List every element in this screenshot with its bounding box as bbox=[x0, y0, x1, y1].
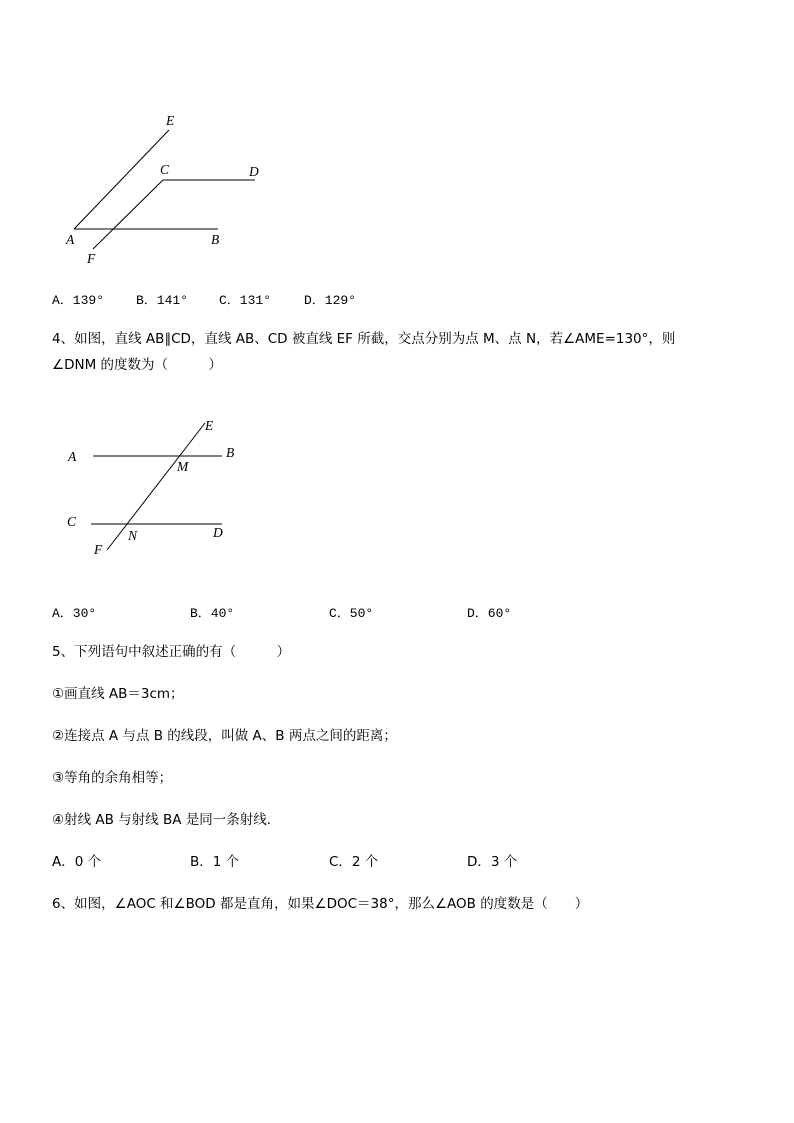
q3-option-c: C．131° bbox=[219, 293, 272, 308]
q4-option-b: B．40° bbox=[190, 606, 235, 621]
q3-option-b: B．141° bbox=[136, 293, 189, 308]
q5-option-c: C．2 个 bbox=[329, 854, 379, 870]
q6-stem: 6、如图，∠AOC 和∠BOD 都是直角，如果∠DOC＝38°，那么∠AOB 的度数是（ ） bbox=[52, 896, 589, 912]
q5-statement-2: ②连接点 A 与点 B 的线段，叫做 A、B 两点之间的距离； bbox=[52, 728, 397, 744]
label-e: E bbox=[166, 113, 175, 128]
label-b: B bbox=[211, 232, 220, 247]
label-c: C bbox=[160, 162, 170, 177]
q4-option-d: D．60° bbox=[467, 606, 512, 621]
label-f: F bbox=[87, 251, 96, 266]
q5-option-a: A．0 个 bbox=[52, 854, 102, 870]
label-d: D bbox=[249, 164, 259, 179]
label-c-2: C bbox=[67, 514, 77, 529]
q5-statement-1: ①画直线 AB＝3cm； bbox=[52, 686, 184, 702]
label-b-2: B bbox=[226, 445, 235, 460]
q3-option-a: A．139° bbox=[52, 293, 105, 308]
label-e-2: E bbox=[205, 418, 214, 433]
line-ef-2 bbox=[107, 423, 205, 550]
label-n-2: N bbox=[128, 528, 138, 543]
label-a-2: A bbox=[68, 449, 77, 464]
q4-option-a: A．30° bbox=[52, 606, 97, 621]
label-a: A bbox=[66, 232, 75, 247]
label-m-2: M bbox=[177, 459, 189, 474]
q3-option-d: D．129° bbox=[304, 293, 357, 308]
label-f-2: F bbox=[94, 542, 103, 557]
q5-statement-3: ③等角的余角相等； bbox=[52, 770, 173, 786]
q5-option-b: B．1 个 bbox=[190, 854, 240, 870]
q5-statement-4: ④射线 AB 与射线 BA 是同一条射线． bbox=[52, 812, 281, 828]
q5-stem: 5、下列语句中叙述正确的有（ ） bbox=[52, 644, 291, 660]
q4-stem-line2: ∠DNM 的度数为（ ） bbox=[52, 357, 223, 373]
label-d-2: D bbox=[213, 525, 223, 540]
q5-option-d: D．3 个 bbox=[467, 854, 518, 870]
q4-option-c: C．50° bbox=[329, 606, 374, 621]
q4-stem-line1: 4、如图，直线 AB∥CD，直线 AB、CD 被直线 EF 所截，交点分别为点 M、点 N，若∠AME=130°，则 bbox=[52, 331, 676, 347]
